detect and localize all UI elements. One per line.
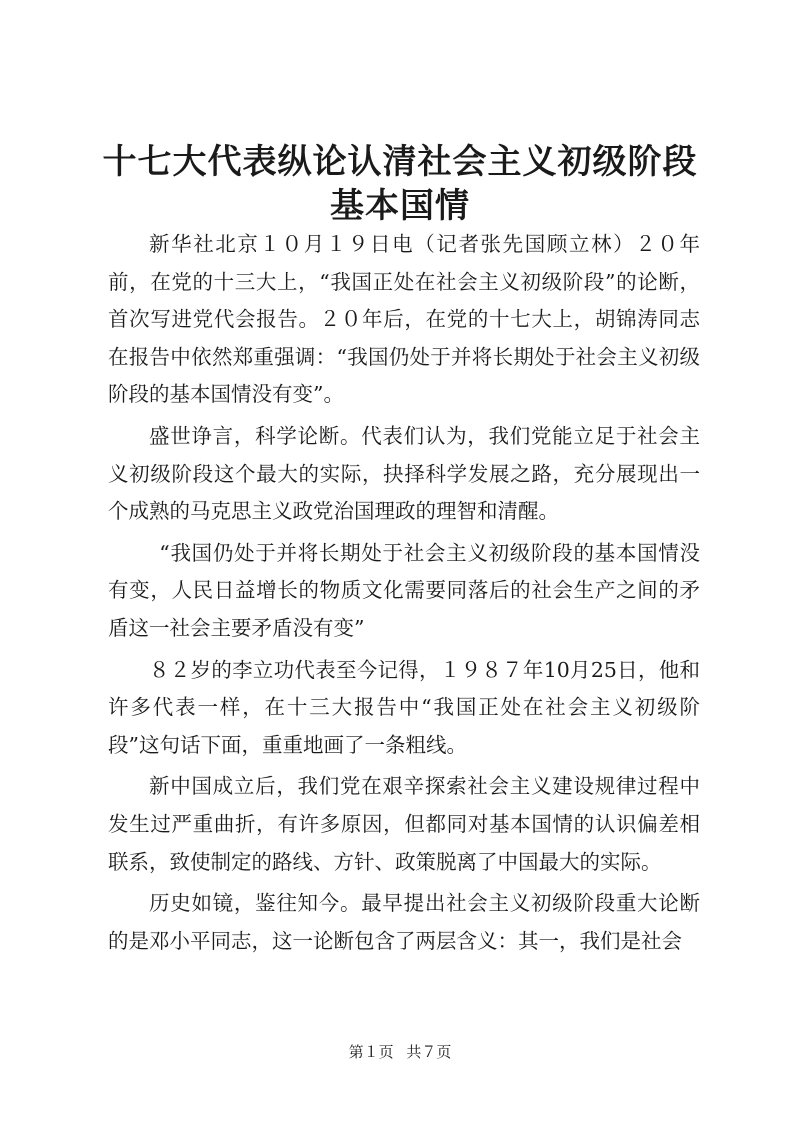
page-number: 第１页: [348, 1043, 394, 1061]
page-total: 共７页: [406, 1043, 452, 1061]
quote-paragraph: “我国仍处于并将长期处于社会主义初级阶段的基本国情没有变，人民日益增长的物质文化需要同落后的社会生产之间的矛盾这一社会主要矛盾没有变”: [108, 540, 700, 640]
document-body: [108, 226, 700, 964]
paragraph: ８２岁的李立功代表至今记得，１９８７年10月25日，他和许多代表一样，在十三大报告中“我国正处在社会主义初级阶段”这句话下面，重重地画了一条粗线。: [108, 657, 700, 757]
paragraph: 盛世诤言，科学论断。代表们认为，我们党能立足于社会主义初级阶段这个最大的实际，抉择科学发展之路，充分展现出一个成熟的马克思主义政党治国理政的理智和清醒。: [108, 423, 700, 524]
document-title: 十七大代表纵论认清社会主义初级阶段基本国情: [102, 142, 698, 226]
paragraph: 新华社北京１０月１９日电（记者张先国顾立林）２０年前，在党的十三大上，“我国正处在社会主义初级阶段”的论断，首次写进党代会报告。２０年后，在党的十七大上，胡锦涛同志在报告中依然郑重强调：“我国仍处于并将长期处于社会主义初级阶段的基本国情没有变”。: [108, 232, 700, 407]
paragraph: 历史如镜，鉴往知今。最早提出社会主义初级阶段重大论断的是邓小平同志，这一论断包含了两层含义：其一，我们是社会: [108, 891, 700, 953]
page-footer: [0, 1042, 800, 1062]
paragraph: 新中国成立后，我们党在艰辛探索社会主义建设规律过程中发生过严重曲折，有许多原因，但都同对基本国情的认识偏差相联系，致使制定的路线、方针、政策脱离了中国最大的实际。: [108, 774, 700, 874]
